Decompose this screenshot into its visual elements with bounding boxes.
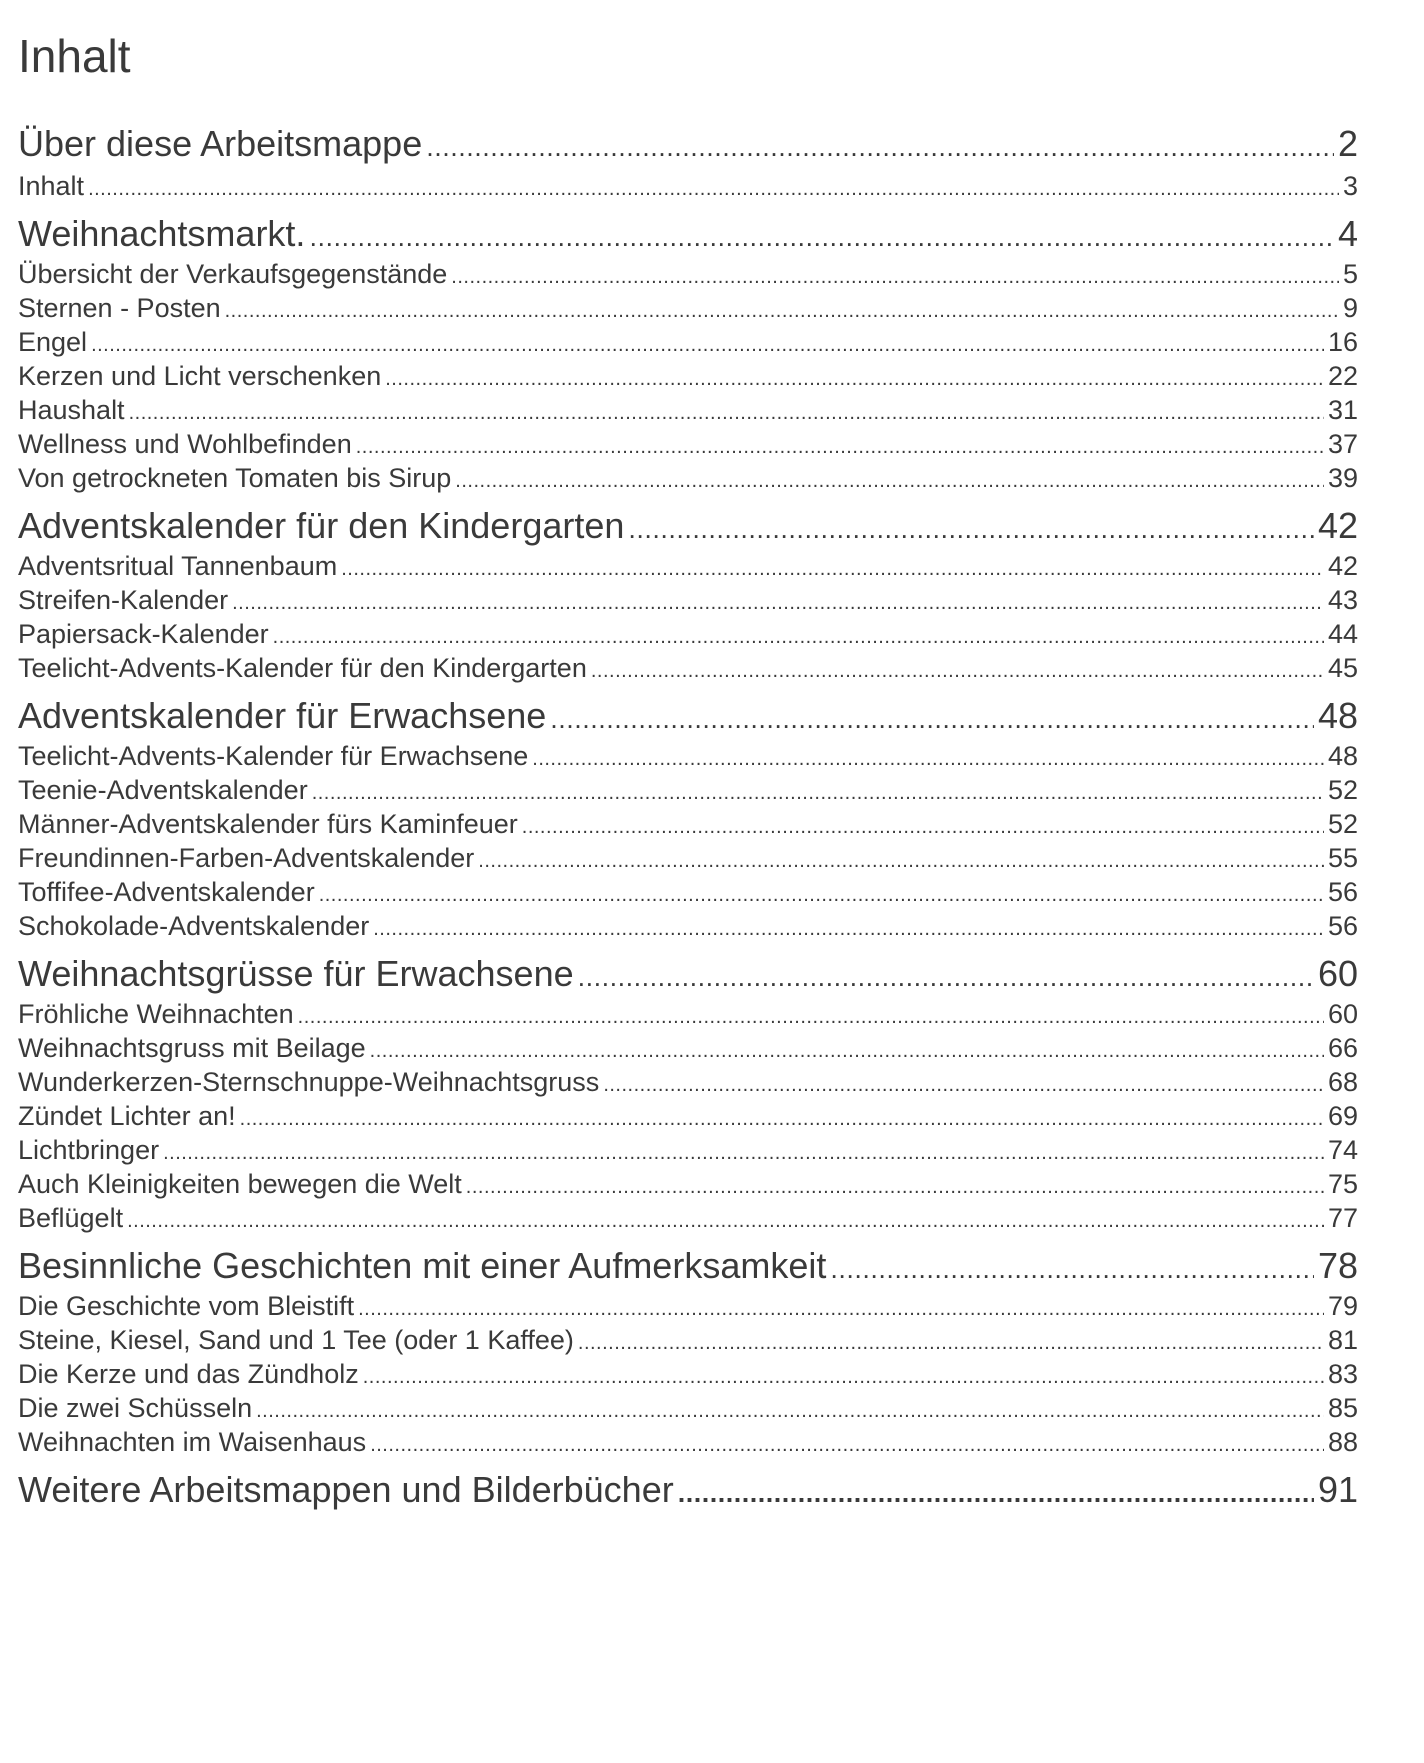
toc-entry[interactable] — [18, 358, 1358, 394]
toc-leader-dots — [426, 125, 1334, 169]
toc-entry-title: Weihnachtsgruss mit Beilage — [18, 1033, 366, 1063]
toc-entry-title: Teenie-Adventskalender — [18, 775, 308, 805]
toc-entry-title: Von getrockneten Tomaten bis Sirup — [18, 463, 452, 493]
toc-entry-title: Haushalt — [18, 395, 125, 425]
toc-entry[interactable] — [18, 1098, 1358, 1134]
toc-entry-title: Steine, Kiesel, Sand und 1 Tee (oder 1 Kaffee) — [18, 1325, 574, 1355]
toc-entry-title: Die zwei Schüsseln — [18, 1393, 253, 1423]
toc-page-number: 48 — [1327, 741, 1358, 771]
toc-entry[interactable] — [18, 582, 1358, 618]
toc-leader-dots — [309, 215, 1334, 259]
toc-page-number: 39 — [1327, 463, 1358, 493]
toc-section-title: Adventskalender für Erwachsene — [18, 695, 547, 736]
toc-entry[interactable] — [18, 806, 1358, 842]
toc-leader-dots — [370, 1427, 1324, 1463]
toc-leader-dots — [578, 955, 1314, 999]
toc-entry[interactable] — [18, 996, 1358, 1032]
toc-section-heading[interactable] — [18, 504, 1358, 548]
toc-section-title: Weihnachtsmarkt. — [18, 213, 306, 254]
toc-page-number: 88 — [1327, 1427, 1358, 1457]
toc-entry-title: Die Geschichte vom Bleistift — [18, 1291, 355, 1321]
toc-entry-title: Inhalt — [18, 171, 85, 201]
toc-entry[interactable] — [18, 650, 1358, 686]
toc-entry-title: Lichtbringer — [18, 1135, 160, 1165]
toc-entry-title: Sternen - Posten — [18, 293, 221, 323]
toc-leader-dots — [628, 507, 1314, 551]
toc-page-number: 56 — [1327, 911, 1358, 941]
toc-page-number: 56 — [1327, 877, 1358, 907]
toc-entry-title: Zündet Lichter an! — [18, 1101, 236, 1131]
toc-page-number: 9 — [1342, 293, 1358, 323]
toc-leader-dots — [678, 1471, 1314, 1515]
toc-page-number: 78 — [1317, 1245, 1358, 1286]
toc-entry-title: Männer-Adventskalender fürs Kaminfeuer — [18, 809, 518, 839]
toc-entry[interactable] — [18, 426, 1358, 462]
toc-entry-title: Weihnachten im Waisenhaus — [18, 1427, 367, 1457]
toc-page-number: 45 — [1327, 653, 1358, 683]
toc-page-number: 85 — [1327, 1393, 1358, 1423]
toc-entry-title: Übersicht der Verkaufsgegenstände — [18, 259, 448, 289]
toc-entry[interactable] — [18, 290, 1358, 326]
toc-section-heading[interactable] — [18, 122, 1358, 166]
toc-page-number: 37 — [1327, 429, 1358, 459]
toc-entry-title: Streifen-Kalender — [18, 585, 229, 615]
toc-entry[interactable] — [18, 1390, 1358, 1426]
toc-entry-title: Beflügelt — [18, 1203, 124, 1233]
toc-page-number: 68 — [1327, 1067, 1358, 1097]
toc-page-number: 52 — [1327, 809, 1358, 839]
toc-entry[interactable] — [18, 772, 1358, 808]
toc-entry-title: Papiersack-Kalender — [18, 619, 269, 649]
toc-page-number: 2 — [1337, 123, 1358, 164]
toc-page-number: 66 — [1327, 1033, 1358, 1063]
toc-entry-title: Wellness und Wohlbefinden — [18, 429, 352, 459]
toc-page-number: 60 — [1327, 999, 1358, 1029]
toc-entry[interactable] — [18, 1200, 1358, 1236]
toc-section-title: Adventskalender für den Kindergarten — [18, 505, 625, 546]
toc-page-number: 42 — [1317, 505, 1358, 546]
toc-section-title: Weitere Arbeitsmappen und Bilderbücher — [18, 1469, 674, 1510]
toc-entry-title: Fröhliche Weihnachten — [18, 999, 294, 1029]
toc-leader-dots — [830, 1247, 1314, 1291]
toc-entry-title: Kerzen und Licht verschenken — [18, 361, 382, 391]
toc-page-number: 22 — [1327, 361, 1358, 391]
toc-section-title: Besinnliche Geschichten mit einer Aufmerksamkeit — [18, 1245, 827, 1286]
toc-section-title: Weihnachtsgrüsse für Erwachsene — [18, 953, 574, 994]
toc-page-number: 74 — [1327, 1135, 1358, 1165]
toc-entry[interactable] — [18, 1030, 1358, 1066]
toc-page-number: 4 — [1337, 213, 1358, 254]
toc-section-heading[interactable] — [18, 1468, 1358, 1512]
toc-page-number: 48 — [1317, 695, 1358, 736]
toc-page-number: 42 — [1327, 551, 1358, 581]
toc-entry[interactable] — [18, 1424, 1358, 1460]
toc-entry-title: Teelicht-Advents-Kalender für den Kindergarten — [18, 653, 587, 683]
toc-leader-dots — [591, 653, 1324, 689]
toc-page-number: 52 — [1327, 775, 1358, 805]
page-title: Inhalt — [18, 30, 131, 82]
toc-page-number: 3 — [1342, 171, 1358, 201]
toc-entry-title: Adventsritual Tannenbaum — [18, 551, 338, 581]
toc-entry[interactable] — [18, 1356, 1358, 1392]
toc-entry-title: Die Kerze und das Zündholz — [18, 1359, 359, 1389]
toc-entry[interactable] — [18, 1288, 1358, 1324]
toc-entry-title: Engel — [18, 327, 88, 357]
toc-leader-dots — [373, 911, 1324, 947]
toc-page-number: 79 — [1327, 1291, 1358, 1321]
toc-entry[interactable] — [18, 256, 1358, 292]
toc-section-heading[interactable] — [18, 694, 1358, 738]
toc-page-number: 77 — [1327, 1203, 1358, 1233]
toc-entry[interactable] — [18, 460, 1358, 496]
toc-entry[interactable] — [18, 908, 1358, 944]
toc-section-heading[interactable] — [18, 1244, 1358, 1288]
toc-leader-dots — [127, 1203, 1324, 1239]
toc-entry[interactable] — [18, 1166, 1358, 1202]
toc-entry[interactable] — [18, 840, 1358, 876]
toc-entry[interactable] — [18, 392, 1358, 428]
toc-section-title: Über diese Arbeitsmappe — [18, 123, 423, 164]
toc-page-number: 83 — [1327, 1359, 1358, 1389]
toc-entry[interactable] — [18, 1132, 1358, 1168]
toc-leader-dots — [550, 697, 1314, 741]
toc-entry[interactable] — [18, 616, 1358, 652]
toc-entry-title: Wunderkerzen-Sternschnuppe-Weihnachtsgruss — [18, 1067, 600, 1097]
toc-page-number: 55 — [1327, 843, 1358, 873]
toc-page-number: 81 — [1327, 1325, 1358, 1355]
toc-page-number: 75 — [1327, 1169, 1358, 1199]
toc-page-number: 69 — [1327, 1101, 1358, 1131]
toc-page-number: 5 — [1342, 259, 1358, 289]
toc-entry-title: Toffifee-Adventskalender — [18, 877, 315, 907]
toc-entry[interactable] — [18, 548, 1358, 584]
toc-section-heading[interactable] — [18, 952, 1358, 996]
toc-leader-dots — [455, 463, 1324, 499]
toc-page-number: 31 — [1327, 395, 1358, 425]
toc-page-number: 43 — [1327, 585, 1358, 615]
toc-page-number: 91 — [1317, 1469, 1358, 1510]
toc-section-heading[interactable] — [18, 212, 1358, 256]
toc-entry[interactable] — [18, 738, 1358, 774]
toc-entry[interactable] — [18, 1064, 1358, 1100]
toc-page-number: 60 — [1317, 953, 1358, 994]
toc-entry-title: Schokolade-Adventskalender — [18, 911, 370, 941]
toc-entry-title: Teelicht-Advents-Kalender für Erwachsene — [18, 741, 529, 771]
toc-entry[interactable] — [18, 168, 1358, 204]
toc-entry-title: Freundinnen-Farben-Adventskalender — [18, 843, 475, 873]
toc-page-number: 44 — [1327, 619, 1358, 649]
toc-entry[interactable] — [18, 1322, 1358, 1358]
toc-entry[interactable] — [18, 874, 1358, 910]
toc-entry[interactable] — [18, 324, 1358, 360]
toc-page-number: 16 — [1327, 327, 1358, 357]
toc-leader-dots — [88, 171, 1339, 207]
toc-entry-title: Auch Kleinigkeiten bewegen die Welt — [18, 1169, 462, 1199]
